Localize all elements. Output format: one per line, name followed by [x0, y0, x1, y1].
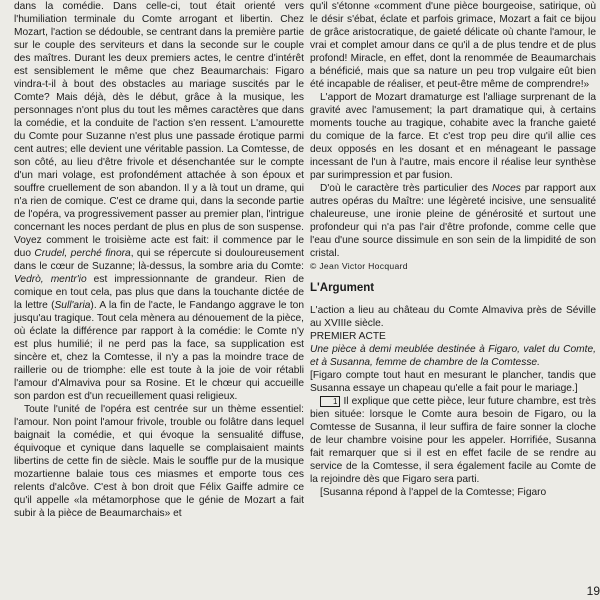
setting-intro: L'action a lieu au château du Comte Almaviva près de Séville au XVIIIe siècle. [310, 305, 596, 329]
synopsis-paragraph [310, 395, 596, 486]
act-title: PREMIER ACTE [310, 331, 386, 342]
aria-title: Vedrò, mentr'io [14, 274, 87, 285]
text-run: dans la comédie. Dans celle-ci, tout était orienté vers l'humiliation terminale du Comte arrogant et libertin. Chez Mozart, l'action se dédouble, se centrant dans la première partie sur le couple des serviteurs et dans la seconde sur le couple des maîtres. Durant les deux premiers actes, le centre d'intérêt est sensiblement le même que chez Beaumarchais: Figaro vindra-t-il à bout des obstacles au mariage suscités par le Comte? Mais déjà, dès le début, grâce à la musique, les personnages n'ont plus du tout les mêmes caractères que dans la comédie, et la conduite de l'action s'en ressent. L'amourette du Comte pour Suzanne n'est plus une passade érotique parmi cent autres; elle devient une véritable passion. La Comtesse, de son côté, au lieu d'être frivole et désenchantée sur le compte d'un mari volage, est profondément attachée à son époux et souffre cruellement de son abandon. Il y a là tout un drame, qui n'a rien de comique. C'est ce drame qui, dans la seconde partie de l'opéra, va progressivement passer au premier plan, l'intrigue concernant les noces perdant de plus en plus de son suspense. Voyez comment le troisième acte est fait: il commence par le duo [14, 1, 304, 259]
scene-description: Une pièce à demi meublée destinée à Figaro, valet du Comte, et à Susanna, femme de chambre de la Comtesse. [310, 344, 596, 368]
track-number-box: 1 [320, 396, 340, 407]
text-run: ). A la fin de l'acte, le Fandango aggrave le ton jusqu'au tragique. Tout cela mènera au dénouement de la pièce, où éclate la différence par rapport à la comédie: le Comte n'y est plus humilié; il ne perd pas la face, sa supplication est sincère et, chez la Comtesse, il n'y a pas la moindre trace de raillerie ou de triomphe: elle est toute à la joie de voir rétabli l'amour d'Almaviva pour sa Rosine. Et le chœur qui accueille son pardon est d'un recueillement quasi religieux. [14, 300, 304, 402]
text-run: est impressionnante de grandeur. Rien de comique en tout cela, pas plus que dans la touchante dictée de la lettre ( [14, 274, 304, 311]
right-paragraph-1: qu'il s'étonne «comment d'une pièce bourgeoise, satirique, où le désir s'ébat, éclate et parfois grimace, Mozart a fait ce bijou de grâce aristocratique, de gaieté délicate où chante l'amour, le vrai et complet amour dans ce qu'il a de plus tendre et de plus profond! Miracle, en effet, dont la renommée de Beaumarchais a bénéficié, mais que sa nature un peu trop vulgaire eût bien été incapable de réaliser, et peut-être même de comprendre!» [310, 1, 596, 90]
right-paragraph-2: L'apport de Mozart dramaturge est l'alliage surprenant de la gravité avec l'amusement; la part dramatique qui, à certains moments touche au tragique, cohabite avec la franche gaieté du comique de la farce. Et c'est trop peu dire qu'il allie ces deux opposés en les dosant et en ménageant le passage incessant de l'un à l'autre, mais encore il réalise leur synthèse par surimpression et par fusion. [310, 92, 596, 181]
section-heading: L'Argument [310, 282, 375, 294]
right-column [310, 0, 596, 499]
left-paragraph-1 [14, 0, 304, 403]
text-run: par rapport aux autres opéras du Maître: une légèreté incisive, une sensualité chaleureuse, une ironie pleine de générosité et surtout une profondeur qui n'a pas l'air d'être profonde, comme celle que l'eau d'une source dissimule en son sein de la limpidité de son cristal. [310, 183, 596, 259]
right-paragraph-3 [310, 182, 596, 260]
text-run: , qui se répercute si douloureusement dans le cœur de Suzanne; là-dessus, la sombre aria du Comte: [14, 248, 304, 272]
text-run: D'où le caractère très particulier des [320, 183, 492, 194]
stage-direction: [Figaro compte tout haut en mesurant le plancher, tandis que Susanna essaye un chapeau qu'elle a fait pour le mariage.] [310, 370, 596, 394]
aria-title: Sull'aria [54, 300, 91, 311]
left-paragraph-2: Toute l'unité de l'opéra est centrée sur un thème essentiel: l'amour. Non point l'amour frivole, trouble ou folâtre dans lequel baignait la comédie, et qui évoque la sensualité diffuse, équivoque et cynique dans laquelle se complaisaient maints libertins de cette fin de siècle. Mais le souffle pur de la musique mozartienne balaie tous ces miasmes et emporte tous ces relents d'alcôve. C'est à bon droit que Félix Gaiffe admire ce qu'il appelle «la métamorphose que le génie de Mozart a fait subir à la pièce de Beaumarchais» et [14, 404, 304, 519]
text-run: Il explique que cette pièce, leur future chambre, est très bien située: lorsque le Comte aura besoin de Figaro, ou la Comtesse de Susanna, il leur suffira de faire sonner la cloche de leur chambre voisine pour les appeler. Horrifiée, Susanna fait remarquer que si il est en effet facile de se rendre au service de la Comtesse, il sera également facile au Comte de la rejoindre dès que Figaro sera parti. [310, 396, 596, 485]
author-signature: © Jean Victor Hocquard [310, 261, 408, 271]
left-column [14, 0, 304, 520]
page-number: 19 [586, 584, 600, 598]
stage-direction-2: [Susanna répond à l'appel de la Comtesse; Figaro [320, 487, 547, 498]
opera-title: Noces [491, 183, 521, 194]
aria-title: Crudel, perché finora [34, 248, 131, 259]
